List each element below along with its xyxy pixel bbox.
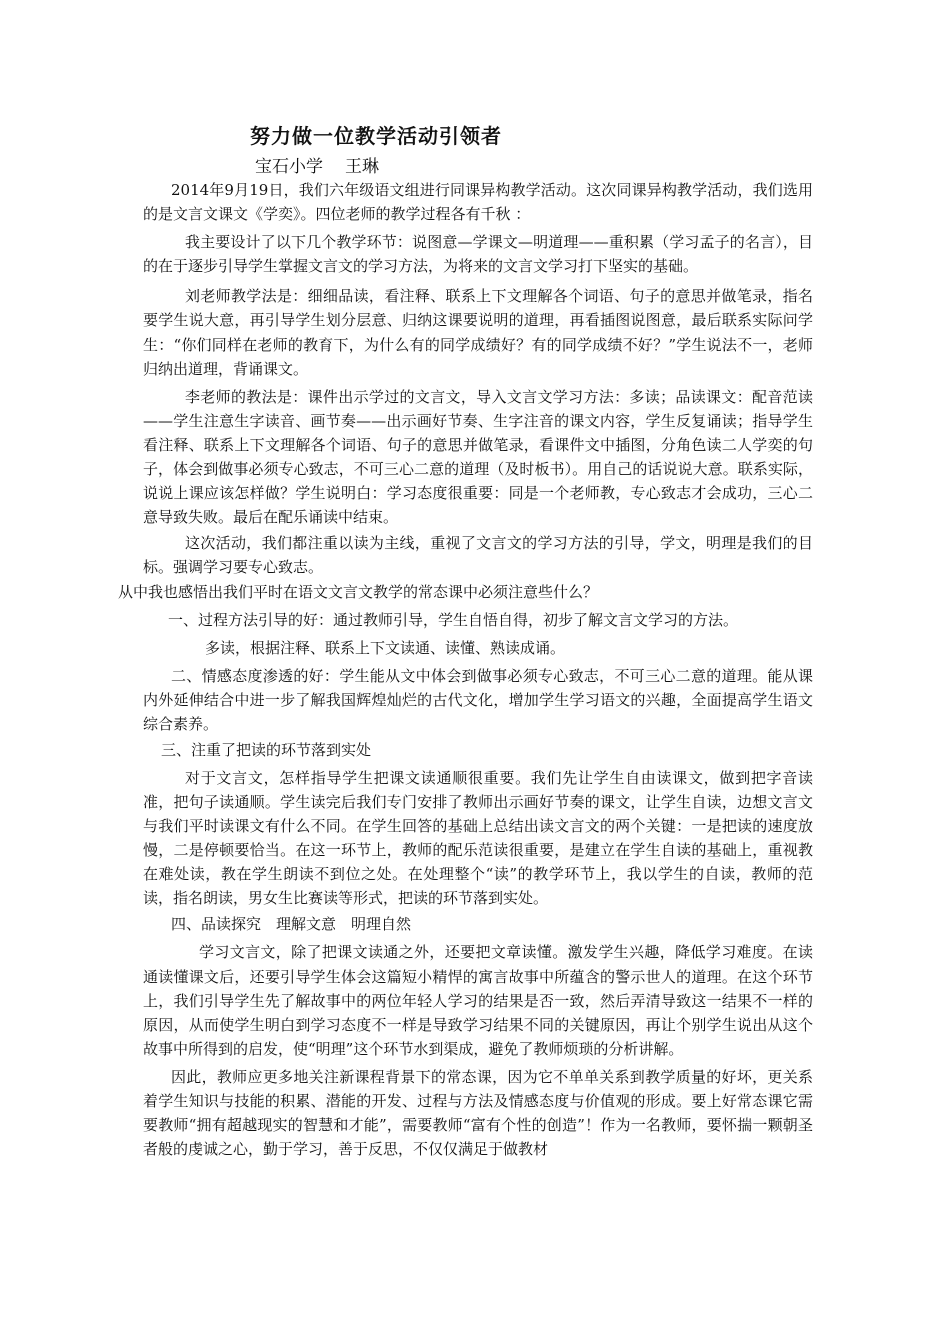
- paragraph-reflection: 从中我也感悟出我们平时在语文文言文教学的常态课中必须注意些什么？: [118, 582, 599, 601]
- paragraph-section-1: 多读，根据注释、联系上下文读通、读懂、熟读成诵。: [205, 638, 566, 657]
- paragraph-my-design: 我主要设计了以下几个教学环节：说图意—学课文—明道理——重积累（学习孟子的名言），目的在于逐步引导学生掌握文言文的学习方法，为将来的文言文学习打下坚实的基础。: [143, 233, 813, 276]
- paragraph-conclusion: 因此，教师应更多地关注新课程背景下的常态课，因为它不单单关系到教学质量的好坏，更关系着学生知识与技能的积累、潜能的开发、过程与方法及情感态度与价值观的形成。要上好常态课它需要教师“拥有超越现实的智慧和才能”，需要教师“富有个性的创造”！作为一名教师，要怀揣一颗朝圣者般的虔诚之心，勤于学习，善于反思，不仅仅满足于做教材: [143, 1067, 813, 1159]
- section-heading-1: 一、过程方法引导的好：通过教师引导，学生自悟自得，初步了解文言文学习的方法。: [168, 610, 739, 629]
- paragraph-section-2: 二、情感态度渗透的好：学生能从文中体会到做事必须专心致志，不可三心二意的道理。能从课内外延伸结合中进一步了解我国辉煌灿烂的古代文化，增加学生学习语文的兴趣，全面提高学生语文综合素养。: [143, 666, 813, 733]
- author-name: 王琳: [345, 157, 379, 177]
- document-title: 努力做一位教学活动引领者: [250, 124, 502, 148]
- document-body: [118, 178, 813, 1161]
- paragraph-summary: 这次活动，我们都注重以读为主线，重视了文言文的学习方法的引导，学文，明理是我们的目标。强调学习要专心致志。: [143, 534, 813, 577]
- school-name: 宝石小学: [255, 157, 323, 177]
- paragraph-section-4: 学习文言文，除了把课文读通之外，还要把文章读懂。激发学生兴趣，降低学习难度。在读通读懂课文后，还要引导学生体会这篇短小精悍的寓言故事中所蕴含的警示世人的道理。在这个环节上，我们引导学生先了解故事中的两位年轻人学习的结果是否一致，然后弄清导致这一结果不一样的原因，从而使学生明白到学习态度不一样是导致学习结果不同的关键原因，再让个别学生说出从这个故事中所得到的启发，使“明理”这个环节水到渠成，避免了教师烦琐的分析讲解。: [143, 943, 813, 1058]
- section-heading-3: 三、注重了把读的环节落到实处: [161, 740, 372, 759]
- section-heading-4: 四、品读探究 理解文意 明理自然: [171, 915, 412, 934]
- author-line: [255, 152, 379, 177]
- paragraph-intro: 2014年9月19日，我们六年级语文组进行同课异构教学活动。这次同课异构教学活动，我们选用的是文言文课文《学奕》。四位老师的教学过程各有千秋 ：: [143, 181, 813, 224]
- paragraph-liu-method: 刘老师教学法是：细细品读，看注释、联系上下文理解各个词语、句子的意思并做笔录，指名要学生说大意，再引导学生划分层意、归纳这课要说明的道理，再看插图说图意，最后联系实际问学生：“你们同样在老师的教育下，为什么有的同学成绩好？有的同学成绩不好？”学生说法不一，老师归纳出道理，背诵课文。: [143, 287, 813, 378]
- paragraph-li-method: 李老师的教法是：课件出示学过的文言文，导入文言文学习方法：多读；品读课文：配音范读——学生注意生字读音、画节奏——出示画好节奏、生字注音的课文内容，学生反复诵读；指导学生看注释、联系上下文理解各个词语、句子的意思并做笔录，看课件文中插图，分角色读二人学奕的句子，体会到做事必须专心致志，不可三心二意的道理（及时板书）。用自己的话说说大意。联系实际，说说上课应该怎样做？学生说明白：学习态度很重要：同是一个老师教，专心致志才会成功，三心二意导致失败。最后在配乐诵读中结束。: [143, 387, 813, 527]
- paragraph-section-3: 对于文言文，怎样指导学生把课文读通顺很重要。我们先让学生自由读课文，做到把字音读准，把句子读通顺。学生读完后我们专门安排了教师出示画好节奏的课文，让学生自读，边想文言文与我们平时读课文有什么不同。在学生回答的基础上总结出读文言文的两个关键：一是把读的速度放慢，二是停顿要恰当。在这一环节上，教师的配乐范读很重要，是建立在学生自读的基础上，重视教在难处读，教在学生朗读不到位之处。在处理整个“读”的教学环节上，我以学生的自读，教师的范读，指名朗读，男女生比赛读等形式，把读的环节落到实处。: [143, 768, 813, 908]
